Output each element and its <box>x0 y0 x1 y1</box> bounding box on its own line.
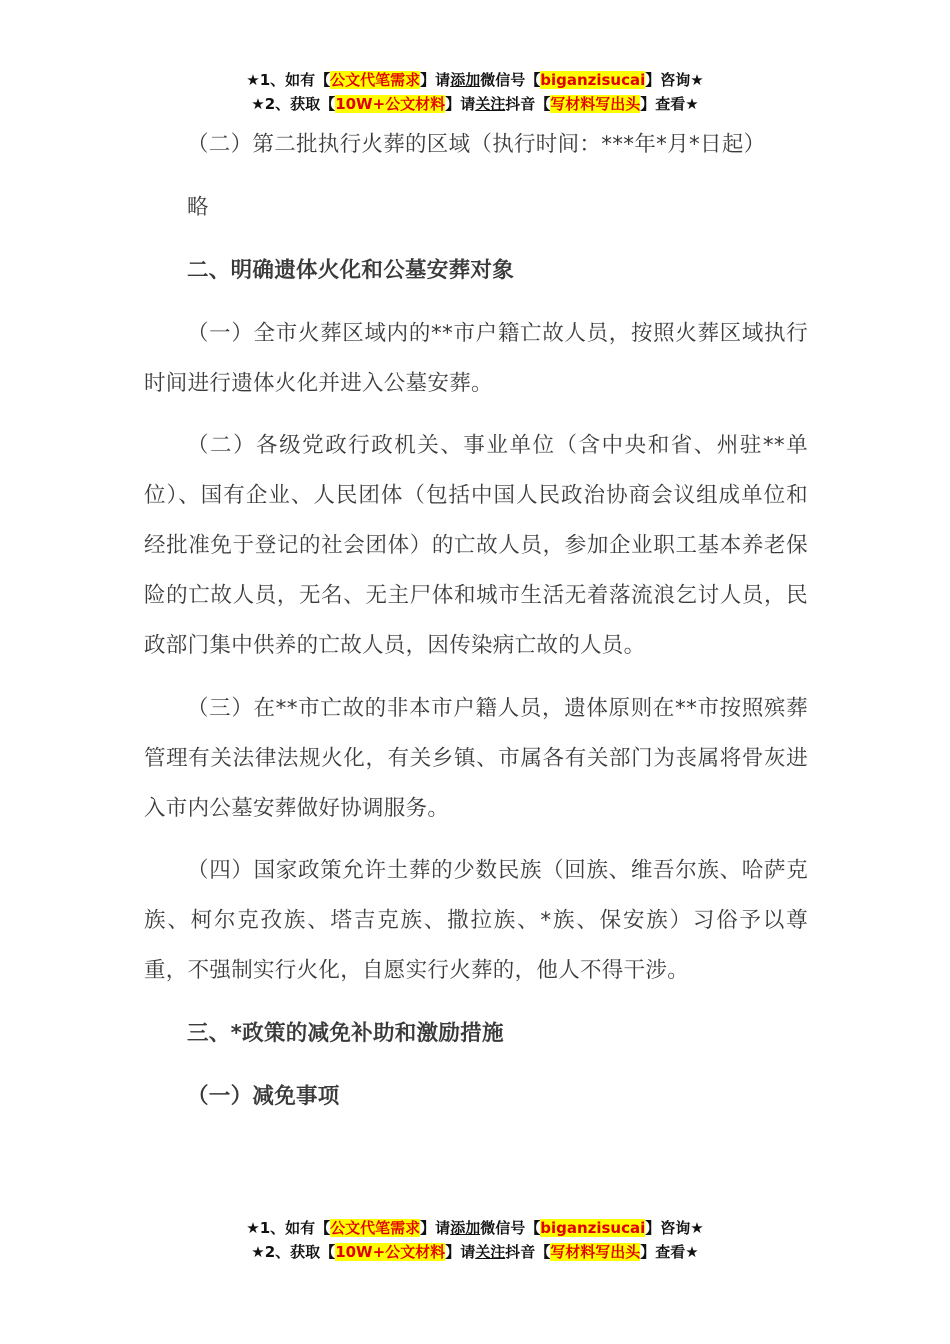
banner-text: ★1、如有【 <box>246 1219 331 1237</box>
banner-text: 】请 <box>420 71 451 89</box>
banner-underlined: 关注 <box>475 95 506 113</box>
footer-banner <box>0 1216 950 1264</box>
paragraph-zone-2: （二）第二批执行火葬的区域（执行时间：***年*月*日起） <box>187 132 766 157</box>
banner-text: 抖音【 <box>505 95 551 113</box>
section-heading-2: 二、明确遗体火化和公墓安葬对象 <box>187 258 515 283</box>
banner-underlined: 关注 <box>475 1243 506 1261</box>
banner-text: ★2、获取【 <box>251 1243 336 1261</box>
banner-highlight: 公文代笔需求 <box>330 71 421 89</box>
banner-highlight: biganzisucai <box>540 71 646 89</box>
banner-underlined: 添加 <box>450 71 481 89</box>
banner-highlight: 写材料写出头 <box>550 1243 641 1261</box>
subsection-heading: （一）减免事项 <box>187 1084 340 1109</box>
banner-text: 抖音【 <box>505 1243 551 1261</box>
banner-text: 微信号【 <box>480 1219 541 1237</box>
paragraph-item-4: （四）国家政策允许土葬的少数民族（回族、维吾尔族、哈萨克族、柯尔克孜族、塔吉克族、撒拉族、*族、保安族）习俗予以尊重，不强制实行火化，自愿实行火葬的，他人不得干涉。 <box>144 858 808 983</box>
banner-text: ★2、获取【 <box>251 95 336 113</box>
paragraph-item-1: （一）全市火葬区域内的**市户籍亡故人员，按照火葬区域执行时间进行遗体火化并进入公墓安葬。 <box>144 321 808 396</box>
banner-highlight: 写材料写出头 <box>550 95 641 113</box>
banner-highlight: 10W+公文材料 <box>335 95 446 113</box>
banner-highlight: 公文代笔需求 <box>330 1219 421 1237</box>
paragraph-omitted: 略 <box>187 195 209 220</box>
header-banner <box>0 68 950 116</box>
banner-highlight: 10W+公文材料 <box>335 1243 446 1261</box>
banner-text: 】请 <box>420 1219 451 1237</box>
banner-highlight: biganzisucai <box>540 1219 646 1237</box>
banner-text: 】咨询★ <box>645 1219 704 1237</box>
banner-text: 】咨询★ <box>645 71 704 89</box>
banner-text: 】查看★ <box>640 1243 699 1261</box>
banner-line-1 <box>0 1216 950 1240</box>
banner-text: 微信号【 <box>480 71 541 89</box>
banner-line-1 <box>0 68 950 92</box>
banner-text: 】请 <box>445 95 476 113</box>
banner-underlined: 添加 <box>450 1219 481 1237</box>
paragraph-item-2: （二）各级党政行政机关、事业单位（含中央和省、州驻**单位）、国有企业、人民团体（包括中国人民政治协商会议组成单位和经批准免于登记的社会团体）的亡故人员，参加企业职工基本养老保险的亡故人员，无名、无主尸体和城市生活无着落流浪乞讨人员，民政部门集中供养的亡故人员，因传染病亡故的人员。 <box>144 433 808 658</box>
banner-text: ★1、如有【 <box>246 71 331 89</box>
paragraph-item-3: （三）在**市亡故的非本市户籍人员，遗体原则在**市按照殡葬管理有关法律法规火化，有关乡镇、市属各有关部门为丧属将骨灰进入市内公墓安葬做好协调服务。 <box>144 696 808 821</box>
banner-line-2 <box>0 92 950 116</box>
banner-text: 】查看★ <box>640 95 699 113</box>
banner-line-2 <box>0 1240 950 1264</box>
section-heading-3: 三、*政策的减免补助和激励措施 <box>187 1021 504 1046</box>
banner-text: 】请 <box>445 1243 476 1261</box>
